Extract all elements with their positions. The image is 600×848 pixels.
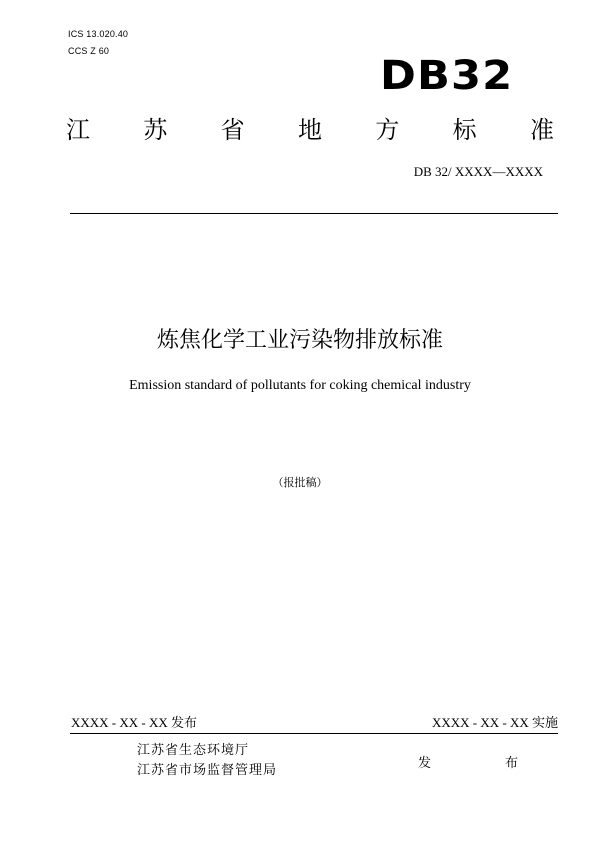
standard-type-char: 方 bbox=[375, 116, 400, 144]
document-title-en: Emission standard of pollutants for coking chemical industry bbox=[129, 378, 471, 393]
draft-status-label: （报批稿） bbox=[272, 476, 328, 489]
standard-type-char: 省 bbox=[220, 116, 245, 144]
publish-char: 发 bbox=[418, 756, 432, 771]
standard-type-char: 江 bbox=[66, 116, 90, 144]
standard-type-heading bbox=[66, 114, 554, 146]
standard-number: DB 32/ XXXX—XXXX bbox=[413, 164, 543, 179]
issuing-authority: 江苏省市场监督管理局 bbox=[137, 763, 278, 778]
issuing-authority: 江苏省生态环境厅 bbox=[137, 743, 250, 758]
standard-type-char: 苏 bbox=[143, 116, 168, 144]
publish-char: 布 bbox=[504, 756, 518, 771]
db-standard-mark: DB32 bbox=[380, 53, 514, 99]
standard-type-char: 标 bbox=[452, 116, 477, 144]
standard-type-char: 地 bbox=[297, 116, 322, 144]
publish-label bbox=[418, 755, 518, 773]
ics-code: ICS 13.020.40 bbox=[68, 29, 129, 39]
footer-divider bbox=[70, 733, 558, 734]
issue-date: XXXX - XX - XX 发布 bbox=[71, 715, 198, 730]
ccs-code: CCS Z 60 bbox=[68, 46, 110, 56]
document-title-zh: 炼焦化学工业污染物排放标准 bbox=[156, 328, 443, 353]
header-divider bbox=[70, 213, 558, 214]
standard-type-char: 准 bbox=[529, 116, 554, 144]
implementation-date: XXXX - XX - XX 实施 bbox=[431, 715, 558, 730]
